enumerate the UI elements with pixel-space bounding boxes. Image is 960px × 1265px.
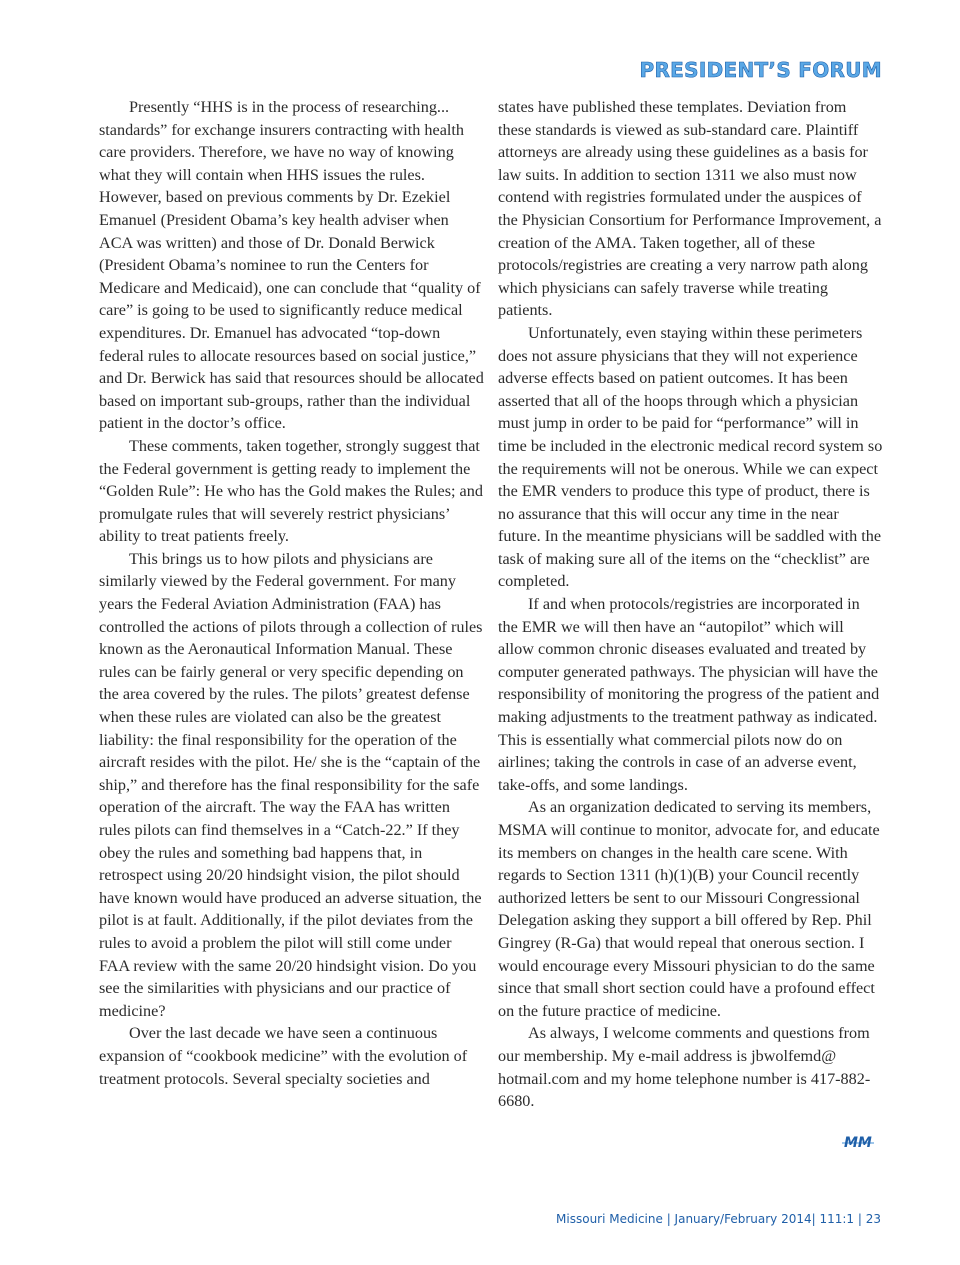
left-column xyxy=(99,96,484,1090)
paragraph: This brings us to how pilots and physicians are similarly viewed by the Federal government. For many years the Federal Aviation Administration (FAA) has controlled the actions of pilots through a collection of rules known as the Aeronautical Information Manual. These rules can be fairly general or very specific depending on the area covered by the rules. The pilots’ greatest defense when these rules are violated can also be the greatest liability: the final responsibility for the operation of the aircraft resides with the pilot. He/ she is the “captain of the ship,” and therefore has the final responsibility for the safe operation of the aircraft. The way the FAA has written rules pilots can find themselves in a “Catch-22.” If they obey the rules and something bad happens that, in retrospect using 20/20 hindsight vision, the pilot should have known would have produced an adverse situation, the pilot is at fault. Additionally, if the pilot deviates from the rules to avoid a problem the pilot will still come under FAA review with the same 20/20 hindsight vision. Do you see the similarities with physicians and our practice of medicine? xyxy=(99,549,483,1020)
paragraph: As always, I welcome comments and questions from our membership. My e-mail address is jbwolfemd@ hotmail.com and my home telephone number is 417-882-6680. xyxy=(498,1024,871,1111)
page-footer: Missouri Medicine | January/February 2014| 111:1 | 23 xyxy=(556,1212,881,1226)
paragraph-continuation: states have published these templates. Deviation from these standards is viewed as sub-standard care. Plaintiff attorneys are already using these guidelines as a basis for law suits. In addition to section 1311 we also must now contend with registries formulated under the auspices of the Physician Consortium for Performance Improvement, a creation of the AMA. Taken together, all of these protocols/registries are creating a very narrow path along which physicians can safely traverse while treating patients. xyxy=(498,98,882,320)
paragraph: Presently “HHS is in the process of researching... standards” for exchange insurers contracting with health care providers. Therefore, we have no way of knowing what they will contain when HHS issues the rules. However, based on previous comments by Dr. Ezekiel Emanuel (President Obama’s key health adviser when ACA was written) and those of Dr. Donald Berwick (President Obama’s nominee to run the Centers for Medicare and Medicaid), one can conclude that “quality of care” is going to be used to significantly reduce medical expenditures. Dr. Emanuel has advocated “top-down federal rules to allocate resources based on social justice,” and Dr. Berwick has said that resources should be allocated based on important sub-groups, rather than the individual patient in the doctor’s office. xyxy=(99,98,484,433)
paragraph: As an organization dedicated to serving its members, MSMA will continue to monitor, advocate for, and educate its members on changes in the health care scene. With regards to Section 1311 (h)(1)(B) your Council recently authorized letters be sent to our Missouri Congressional Delegation asking they support a bill offered by Rep. Phil Gingrey (R-Ga) that would repeal that onerous section. I would encourage every Missouri physician to do the same since that small short section could have a profound effect on the future practice of medicine. xyxy=(498,798,880,1020)
right-column xyxy=(498,96,883,1113)
paragraph: These comments, taken together, strongly suggest that the Federal government is getting ready to implement the “Golden Rule”: He who has the Gold makes the Rules; and promulgate rules that will severely restrict physicians’ ability to treat patients freely. xyxy=(99,436,483,546)
paragraph: If and when protocols/registries are incorporated in the EMR we will then have an “autopilot” which will allow common chronic diseases evaluated and treated by computer generated pathways. The physician will have the responsibility of monitoring the progress of the patient and making adjustments to the treatment pathway as indicated. This is essentially what commercial pilots now do on airlines; taking the controls in case of an adverse event, take-offs, and some landings. xyxy=(498,595,880,794)
paragraph: Over the last decade we have seen a continuous expansion of “cookbook medicine” with the evolution of treatment protocols. Several specialty societies and xyxy=(99,1024,468,1088)
paragraph: Unfortunately, even staying within these perimeters does not assure physicians that they will not experience adverse effects based on patient outcomes. It has been asserted that all of the hoops through which a physician must jump in order to be paid for “performance” will in time be included in the electronic medical record system so the requirements will not be onerous. While we can expect the EMR venders to produce this type of product, there is no assurance that this will occur any time in the near future. In the meantime physicians will be saddled with the task of making sure all of the items on the “checklist” are completed. xyxy=(498,323,883,591)
section-title: PRESIDENT’S FORUM xyxy=(639,58,882,82)
end-of-article-mark: MM xyxy=(844,1135,872,1151)
